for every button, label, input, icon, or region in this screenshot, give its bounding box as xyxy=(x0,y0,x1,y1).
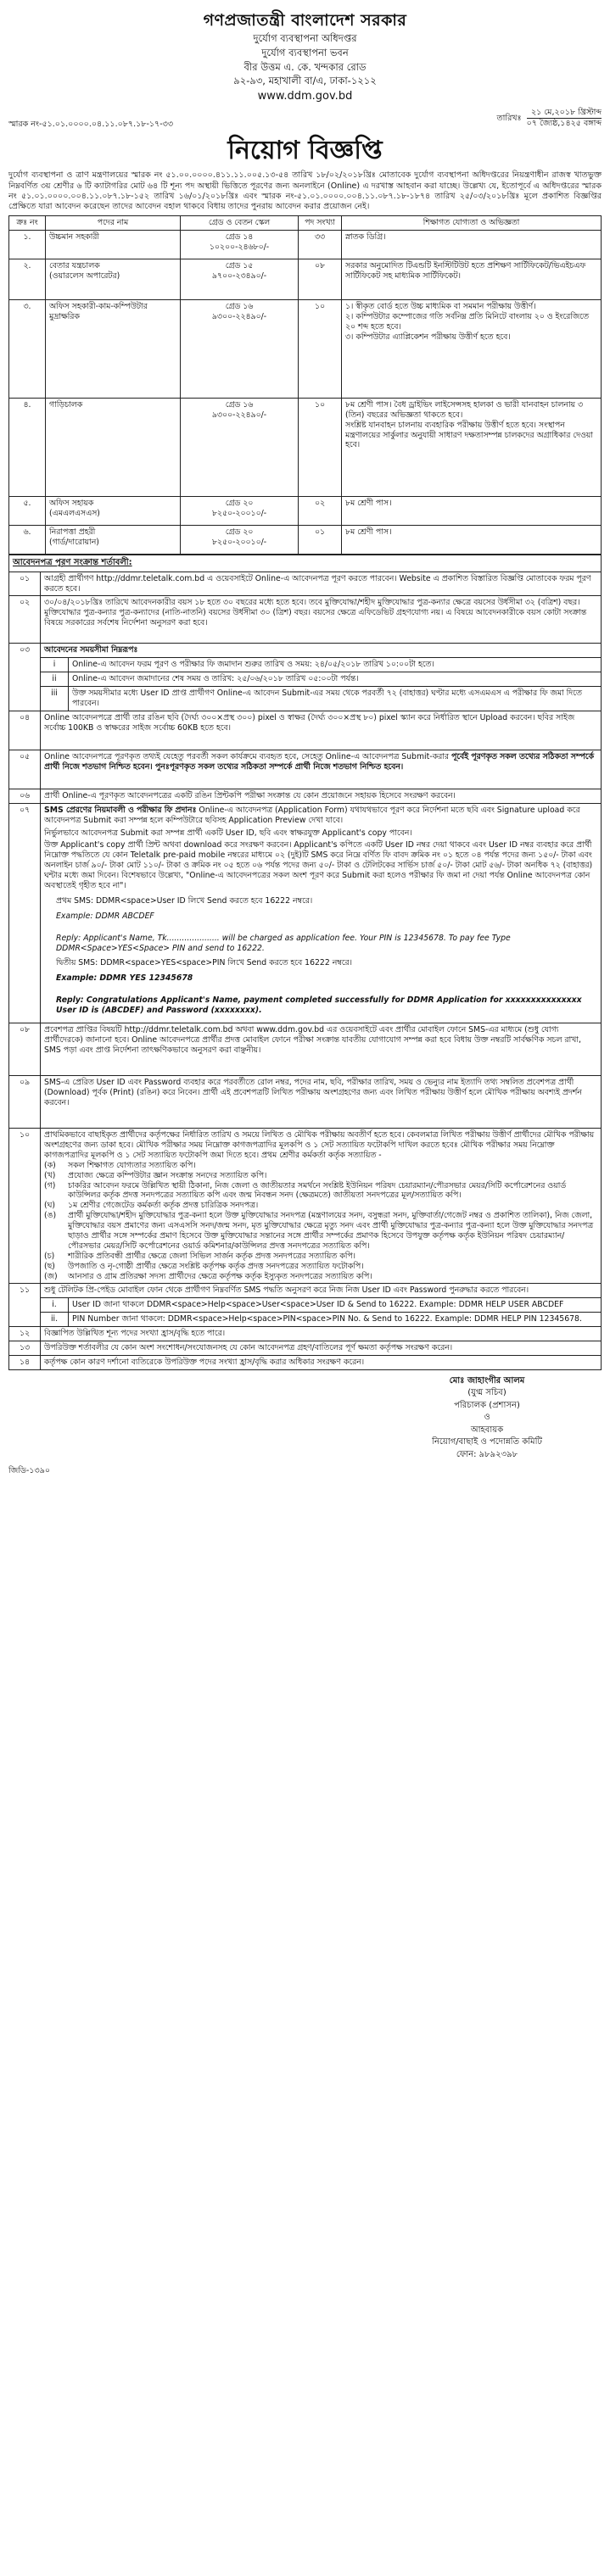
sms-example: Example: DDMR YES 12345678 xyxy=(56,973,193,984)
qualification: ১। স্বীকৃত বোর্ড হতে উচ্চ মাধ্যমিক বা সমমান পরীক্ষায় উত্তীর্ণ। ২। কম্পিউটার কম্পোজের গতি সর্বনিম্ন প্রতি মিনিটে বাংলায় ২০ ও ইংরেজিতে ২০ শব্দ হতে হবে। ৩। কম্পিউটার এ্যাপ্লিকেশন পরীক্ষায় উত্তীর্ণ হতে হবে। xyxy=(342,299,602,398)
list-item: (ঙ) প্রার্থী মুক্তিযোদ্ধা/শহীদ মুক্তিযোদ্ধার পুত্র-কন্যা হলে উক্ত মুক্তিযোদ্ধার সনদপত্র (মন্ত্রণালয়ের সনদ, বসুন্ধরা সনদ, মুক্তিবার্তা/গেজেট নম্বর ও প্রকাশিত তালিকা), নিজ জেলা, মুক্তিযোদ্ধার বয়স প্রমাণের জন্য এসএসসি সনদ/জন্ম সনদ, মৃত মুক্তিযোদ্ধার ক্ষেত্রে মৃত্যু সনদ এবং প্রার্থী মুক্তিযোদ্ধার পুত্র-কন্যার পুত্র-কন্যা হলে উক্ত মুক্তিযোদ্ধার সনদপত্র ছাড়াও প্রার্থীর সঙ্গে সম্পর্কের প্রমাণ হিসেবে উক্ত মুক্তিযোদ্ধার সন্তানের সঙ্গে প্রার্থীর সম্পর্কের প্রমাণক হিসেবে উপযুক্ত কর্তৃপক্ষ কর্তৃক ইউনিয়ন পরিষদ চেয়ারম্যান/পৌরসভার মেয়র/সিটি কর্পোরেশনের ওয়ার্ড কমিশনার/কাউন্সিলর প্রদত্ত সনদপত্রের সত্যায়িত কপি। xyxy=(44,1211,594,1251)
sms-reply: Reply: Congratulations Applicant's Name, payment completed successfully for DDMR Application for xxxxxxxxxxxxxxx User ID is (ABCDEF) and Password (xxxxxxxx). xyxy=(56,995,582,1016)
rule-row xyxy=(9,1023,602,1076)
list-item: (ঘ) ১ম শ্রেণীর গেজেটেড কর্মকর্তা কর্তৃক প্রদত্ত চারিত্রিক সনদপত্র। xyxy=(44,1201,259,1211)
table-row xyxy=(9,299,602,398)
memo-number: স্মারক নং-৫১.০১.০০০০.০৪.১১.০৮৭.১৮-১৭-৩৩ xyxy=(8,119,174,129)
rule-row xyxy=(9,1327,602,1341)
list-item: (জ) আনসার ও গ্রাম প্রতিরক্ষা সদস্য প্রার্থীদের ক্ষেত্রে কর্তৃপক্ষ কর্তৃক ইস্যুকৃত সনদপত্রের সত্যায়িত কপি। xyxy=(44,1271,372,1281)
qualification: ৮ম শ্রেণী পাস। বৈধ ড্রাইভিং লাইসেন্সসহ হালকা ও ভারী যানবাহন চালনায় ৩ (তিন) বছরের অভিজ্ঞতা থাকতে হবে। সংশ্লিষ্ট যানবাহন চালনায় ব্যবহারিক পরীক্ষায় উত্তীর্ণ হতে হবে। সংস্থাপন মন্ত্রণালয়ের সার্কুলার অনুযায়ী সাধারণ দক্ষতাসম্পন্ন চালকদের অগ্রাধিকার দেওয়া হবে। xyxy=(342,398,602,496)
list-item: (ছ) উপজাতি ও নৃ-গোষ্ঠী প্রার্থীর ক্ষেত্রে সংশ্লিষ্ট কর্তৃপক্ষ কর্তৃক প্রদত্ত সনদপত্রের সত্যায়িত ফটোকপি। xyxy=(44,1261,364,1271)
rule-text: ৩০/০৪/২০১৮খ্রিঃ তারিখে আবেদনকারীর বয়স ১৮ হতে ৩০ বছরের মধ্যে হতে হবে। তবে মুক্তিযোদ্ধা/শহীদ মুক্তিযোদ্ধার পুত্র-কন্যার ক্ষেত্রে বয়সের উর্ধসীমা ৩২ (বত্রিশ) বছর। মুক্তিযোদ্ধার পুত্র-কন্যার পুত্র-কন্যাদের (নাতি-নাতনি) বয়সের উর্ধসীমা ৩০ (ত্রিশ) বছর। বয়সের ক্ষেত্রে এফিডেভিট গ্রহণযোগ্য নয়। এ বিষয়ে আবেদনকারীকে বয়স কোটা সংক্রান্ত বিষয়ে সরকারের সর্বশেষ নির্দেশনা অনুসরণ করা হবে। xyxy=(41,596,602,644)
post-count: ৩৩ xyxy=(299,230,342,259)
conditions-table xyxy=(8,555,602,1370)
rule-subrow xyxy=(9,672,602,687)
table-row xyxy=(9,230,602,259)
rule-number: ০২ xyxy=(9,596,41,644)
table-row xyxy=(9,398,602,496)
rule-number: ০৯ xyxy=(9,1076,41,1129)
post-count: ০৮ xyxy=(299,259,342,299)
rule-text: প্রার্থী Online-এ পূরণকৃত আবেদনপত্রের একটি রঙিন প্রিন্টকপি পরীক্ষা সংক্রান্ত যে কোন প্রয়োজনে সহায়ক হিসেবে সংরক্ষণ করবেন। xyxy=(41,789,602,803)
qualification: ৮ম শ্রেণী পাস। xyxy=(342,496,602,525)
rule-text: শুধু টেলিটক প্রি-পেইড মোবাইল ফোন থেকে প্রার্থীগণ নিম্নবর্ণিত SMS পদ্ধতি অনুসরণ করে নিজ নিজ User ID এবং Password পুনরুদ্ধার করতে পারবেন। xyxy=(41,1284,602,1298)
rule-number: ১২ xyxy=(9,1327,41,1341)
column-header: পদ সংখ্যা xyxy=(299,215,342,230)
column-header: শিক্ষাগত যোগ্যতা ও অভিজ্ঞতা xyxy=(342,215,602,230)
rule-number: ১০ xyxy=(9,1129,41,1284)
qualification: স্নাতক ডিগ্রি। xyxy=(342,230,602,259)
sms-reply: Reply: Applicant's Name, Tk..................... will be charged as application fee. Your PIN is 12345678. To pay fee Type DDMR<Space>YES<Space> PIN and send to 16222. xyxy=(56,933,511,953)
post-name: অফিস সহকারী-কাম-কম্পিউটার মুদ্রাক্ষরিক xyxy=(46,299,181,398)
sms-paragraph: নির্ভুলভাবে আবেদনপত্র Submit করা সম্পন্ন প্রার্থী একটি User ID, ছবি এবং স্বাক্ষরযুক্ত Applicant's copy পাবেন। xyxy=(44,828,412,838)
rule-number: ০৬ xyxy=(9,789,41,803)
post-name: উচ্চমান সহকারী xyxy=(46,230,181,259)
section-header-row xyxy=(9,555,602,572)
sub-number: iii xyxy=(41,687,69,711)
rule-row xyxy=(9,1284,602,1298)
rule-number: ০৩ xyxy=(9,644,41,711)
rule-number: ১৩ xyxy=(9,1341,41,1355)
memo-line xyxy=(8,108,602,130)
grade-scale: গ্রেড ১৬ ৯৩০০-২২৪৯০/- xyxy=(181,398,299,496)
sms-example: Example: DDMR ABCDEF xyxy=(56,911,154,921)
table-header-row xyxy=(9,215,602,230)
sms-step-1 xyxy=(56,896,597,954)
website-link[interactable]: www.ddm.gov.bd xyxy=(257,90,353,103)
post-name: নিরাপত্তা প্রহরী (গার্ড/দারোয়ান) xyxy=(46,525,181,554)
road-name: বীর উত্তম এ. কে. খন্দকার রোড xyxy=(243,60,367,73)
rule-row xyxy=(9,1355,602,1369)
table-row xyxy=(9,259,602,299)
rule-row xyxy=(9,1076,602,1129)
committee-name: নিয়োগ/বাছাই ও পদোন্নতি কমিটি xyxy=(432,1437,542,1447)
sms-title: SMS প্রেরণের নিয়মাবলী ও পরীক্ষার ফি প্রদানঃ xyxy=(44,805,197,815)
grade-scale: গ্রেড ২০ ৮২৫০-২০০১০/- xyxy=(181,525,299,554)
memo-date xyxy=(496,108,602,130)
rule-text: কর্তৃপক্ষ কোন কারণ দর্শানো ব্যতিরেকে উপরিউক্ত পদের সংখ্যা হ্রাস/বৃদ্ধি করার অধিকার সংরক্ষণ করেন। xyxy=(41,1355,602,1369)
grade-scale: গ্রেড ১৬ ৯৩০০-২২৪৯০/- xyxy=(181,299,299,398)
grade-scale: গ্রেড ১৫ ৯৭০০-২৩৪৯০/- xyxy=(181,259,299,299)
column-header: গ্রেড ও বেতন স্কেল xyxy=(181,215,299,230)
column-header: ক্রঃ নং xyxy=(9,215,46,230)
sms-instructions xyxy=(41,803,602,1023)
sub-text: PIN Number জানা থাকলে: DDMR<space>Help<space>PIN<space>PIN No. & Send to 16222. Example: DDMR HELP PIN 12345678. xyxy=(69,1313,602,1327)
post-count: ০২ xyxy=(299,496,342,525)
rule-row xyxy=(9,596,602,644)
row-number: ৪. xyxy=(9,398,46,496)
table-row xyxy=(9,525,602,554)
rule-text: প্রবেশপত্র প্রাপ্তির বিষয়টি http://ddmr.teletalk.com.bd অথবা www.ddm.gov.bd এর ওয়েবসাইটে এবং প্রার্থীর মোবাইল ফোনে SMS-এর মাধ্যমে (শুধু যোগ্য প্রার্থীদেরকে) জানানো হবে। Online আবেদনপত্রে প্রার্থীর প্রদত্ত মোবাইল ফোনে পরীক্ষা সংক্রান্ত যাবতীয় যোগাযোগ সম্পন্ন করা হবে বিধায় উক্ত নম্বরটি সার্বক্ষণিক সচল রাখা, SMS পড়া এবং প্রাপ্ত নির্দেশনা তাৎক্ষণিকভাবে অনুসরণ করা বাঞ্ছনীয়। xyxy=(41,1023,602,1076)
list-item: (ক) সকল শিক্ষাগত যোগ্যতার সত্যায়িত কপি। xyxy=(44,1160,196,1170)
sub-text: উক্ত সময়সীমার মধ্যে User ID প্রাপ্ত প্রার্থীগণ Online-এ আবেদন Submit-এর সময় থেকে পরবর্তী ৭২ (বাহাত্তর) ঘণ্টার মধ্যে এসএমএস এ পরীক্ষার ফি জমা দিতে পারবেন। xyxy=(69,687,602,711)
date-gregorian: ২১ মে,২০১৮ খ্রিস্টাব্দ xyxy=(527,108,602,119)
rule-row xyxy=(9,711,602,750)
rule-number: ০১ xyxy=(9,572,41,596)
sms-step-2 xyxy=(56,958,597,1016)
rule-row xyxy=(9,803,602,1023)
row-number: ২. xyxy=(9,259,46,299)
rule-subrow xyxy=(9,687,602,711)
signature-block xyxy=(372,1375,602,1462)
signatory-rank: (যুগ্ম সচিব) xyxy=(467,1388,506,1398)
rule-number: ০৫ xyxy=(9,750,41,789)
rule-row xyxy=(9,1341,602,1355)
sms-second: দ্বিতীয় SMS: DDMR<space>YES<space>PIN লিখে Send করতে হবে 16222 নম্বরে। xyxy=(56,958,352,968)
signatory-role: আহবায়ক xyxy=(470,1425,504,1435)
post-name: গাড়িচালক xyxy=(46,398,181,496)
table-row xyxy=(9,496,602,525)
rule-text: Online আবেদনপত্রে প্রার্থী তার রঙিন ছবি (দৈর্ঘ্য ৩০০×প্রস্থ ৩০০) pixel ও স্বাক্ষর (দৈর্ঘ্য ৩০০×প্রস্থ ৮০) pixel স্ক্যান করে নির্ধারিত স্থানে Upload করবেন। ছবির সাইজ সর্বোচ্চ 100KB ও স্বাক্ষরের সাইজ সর্বোচ্চ 60KB হতে হবে। xyxy=(41,711,602,750)
rule-subrow xyxy=(9,658,602,672)
rule-row xyxy=(9,644,602,658)
rule-text-part: Online আবেদনপত্রে পূরণকৃত তথ্যই যেহেতু পরবর্তী সকল কার্যক্রমে ব্যবহৃত হবে, সেহেতু Online-এ আবেদনপত্র Submit-করার xyxy=(44,751,451,761)
date-bengali: ০৭ জ্যৈষ্ঠ,১৪২৫ বঙ্গাব্দ xyxy=(526,119,602,129)
date-label: তারিখঃ xyxy=(496,113,522,123)
rule-text-emphasis: পূর্বেই পূরণকৃত সকল তথ্যের সঠিকতা সম্পর্কে প্রার্থী নিজে শতভাগ নিশ্চিত হবেন। পুনঃপূরণকৃত সকল তথ্যের সঠিকতা সম্পর্কে প্রার্থী নিজে শতভাগ নিশ্চিত হবেন। xyxy=(44,751,594,772)
signatory-title: পরিচালক (প্রশাসন) xyxy=(454,1400,520,1410)
rule-row xyxy=(9,1129,602,1284)
intro-paragraph: দুর্যোগ ব্যবস্থাপনা ও ত্রাণ মন্ত্রণালয়ের স্মারক নং ৫১.০০.০০০০.৪১১.১১.০০৫.১৩-৫৪ তারিখ ১৮/০২/২০১৮খ্রিঃ মোতাবেক দুর্যোগ ব্যবস্থাপনা অধিদপ্তরের নিয়ন্ত্রণাধীন রাজস্ব খাতভুক্ত নিম্নবর্ণিত ৩য় শ্রেণীর ৬ টি ক্যাটাগরির মোট ৬৪ টি শূন্য পদ অস্থায়ী ভিত্তিতে পূরণের জন্য অনলাইনে (Online) এ দরখাস্ত আহবান করা যাচ্ছে। উল্লেখ্য যে, ইতোপূর্বে এ অধিদপ্তরের স্মারক নং ৫১.০১.০০০০.০০৪.১১.০৮৭.১৮-১৫২ তারিখ ১৬/০১/২০১৮খ্রিঃ এবং স্মারক নং-৫১.০১.০০০০.০০৪.১১.০৮৭.১৮-১৮৭৪ তারিখ ২৫/০৩/২০১৮খ্রিঃ মূলে প্রকাশিত বিজ্ঞপ্তির প্রেক্ষিতে যারা আবেদন করেছেন তাদের আবেদন বহাল থাকবে বিধায় তাদের পুনরায় আবেদন করার প্রয়োজন নেই। xyxy=(8,170,602,211)
row-number: ৩. xyxy=(9,299,46,398)
conditions-title: আবেদনপত্র পূরণ সংক্রান্ত শর্তাবলী: xyxy=(9,555,602,572)
rule-number: ১৪ xyxy=(9,1355,41,1369)
sub-text: Online-এ আবেদন জমাদানের শেষ সময় ও তারিখ: ২৫/০৬/২০১৮ তারিখ ০৫:০০টা পর্যন্ত। xyxy=(69,672,602,687)
rule-number: ০৮ xyxy=(9,1023,41,1076)
header xyxy=(8,10,602,104)
building-name: দুর্যোগ ব্যবস্থাপনা ভবন xyxy=(261,47,349,59)
department-name: দুর্যোগ ব্যবস্থাপনা অধিদপ্তর xyxy=(253,32,357,45)
rule-number: ১১ xyxy=(9,1284,41,1327)
government-title: গণপ্রজাতন্ত্রী বাংলাদেশ সরকার xyxy=(203,11,407,30)
rule-number: ০৪ xyxy=(9,711,41,750)
sms-first: প্রথম SMS: DDMR<space>User ID লিখে Send করতে হবে 16222 নম্বরে। xyxy=(56,895,313,906)
post-count: ১০ xyxy=(299,398,342,496)
documents-list xyxy=(41,1129,602,1284)
grade-scale: গ্রেড ২০ ৮২৫০-২০০১০/- xyxy=(181,496,299,525)
post-count: ১০ xyxy=(299,299,342,398)
sub-text: Online-এ আবেদন ফরম পূরণ ও পরীক্ষার ফি জমাদান শুরুর তারিখ ও সময়: ২৪/০৫/২০১৮ তারিখ ১০:০০টা হতে। xyxy=(69,658,602,672)
list-item: (গ) চাকরির আবেদন ফরমে উল্লিখিত স্থায়ী ঠিকানা, নিজ জেলা ও জাতীয়তার সমর্থনে সংশ্লিষ্ট ইউনিয়ন পরিষদ চেয়ারম্যান/পৌরসভার মেয়র/সিটি কর্পোরেশনের ওয়ার্ড কাউন্সিলর কর্তৃক প্রদত্ত সনদপত্রের সত্যায়িত কপি এবং জন্ম নিবন্ধন সনদ (ক্ষেত্রমতে) জাতীয়তা সনদপত্রের মূল/সত্যায়িত কপি। xyxy=(44,1180,567,1201)
rule-row xyxy=(9,789,602,803)
list-item: (চ) শারীরিক প্রতিবন্ধী প্রার্থীর ক্ষেত্রে জেলা সিভিল সার্জন কর্তৃক প্রদত্ত সনদপত্রের সত্যায়িত কপি। xyxy=(44,1251,356,1261)
qualification: সরকার অনুমোদিত টিএন্ডটি ইনস্টিটিউট হতে প্রশিক্ষণ সার্টিফিকেট/ভিএইচএফ সার্টিফিকেট সহ মাধ্যমিক সার্টিফিকেট। xyxy=(342,259,602,299)
row-number: ৬. xyxy=(9,525,46,554)
sub-number: i xyxy=(41,658,69,672)
address: ৯২-৯৩, মহাখালী বা/এ, ঢাকা-১২১২ xyxy=(233,75,377,87)
sms-paragraph: Online-এ আবেদনপত্র (Application Form) যথাযথভাবে পূরণ করে নির্দেশনা মতে ছবি এবং Signature upload করে আবেদনপত্র Submit করা সম্পন্ন হলে কম্পিউটারে ছবিসহ Application Preview দেখা যাবে। xyxy=(44,805,580,825)
sub-number: ii. xyxy=(41,1313,69,1327)
signatory-conjunction: ও xyxy=(484,1413,490,1423)
sub-text: User ID জানা থাকলে DDMR<space>Help<space>User<space>User ID & Send to 16222. Example: DDMR HELP USER ABCDEF xyxy=(69,1298,602,1313)
rule-row xyxy=(9,572,602,596)
rule-row xyxy=(9,750,602,789)
list-item: (খ) প্রযোজ্য ক্ষেত্রে কম্পিউটার জ্ঞান সংক্রান্ত সনদের সত্যায়িত কপি। xyxy=(44,1170,267,1180)
rule-text: প্রাথমিকভাবে বাছাইকৃত প্রার্থীদের কর্তৃপক্ষের নির্ধারিত তারিখ ও সময়ে লিখিত ও মৌখিক পরীক্ষায় অবতীর্ণ হতে হবে। কেবলমাত্র লিখিত পরীক্ষায় উত্তীর্ণ প্রার্থীদের মৌখিক পরীক্ষায় অংশগ্রহণের জন্য ডাকা হবে। মৌখিক পরীক্ষার সময় নিম্নোক্ত কাগজপত্রাদির মূলকপি ও ১ সেট সত্যায়িত ফটোকপি দাখিল করতে হবেঃ মৌখিক পরীক্ষার সময় নিম্নোক্ত কাগজপত্রাদির মূলকপি ও ১ সেট সত্যায়িত ফটোকপি জমা দিতে হবে। প্রথম শ্রেণীর কর্মকর্তা কর্তৃক সত্যায়িত - xyxy=(44,1130,595,1160)
qualification: ৮ম শ্রেণী পাস। xyxy=(342,525,602,554)
signatory-phone: ফোন: ৯৮৯২৩৯৮ xyxy=(456,1449,518,1459)
row-number: ৫. xyxy=(9,496,46,525)
rule-number: ০৭ xyxy=(9,803,41,1023)
posts-table xyxy=(8,215,602,555)
grade-scale: গ্রেড ১৪ ১০২০০-২৪৬৮০/- xyxy=(181,230,299,259)
column-header: পদের নাম xyxy=(46,215,181,230)
rule-text: আগ্রহী প্রার্থীগণ http://ddmr.teletalk.com.bd এ ওয়েবসাইটে Online-এ আবেদনপত্র পূরণ করতে পারবেন। Website এ প্রকাশিত বিস্তারিত বিজ্ঞপ্তি মোতাবেক ফরম পূরণ করতে হবে। xyxy=(41,572,602,596)
rule-text: SMS-এ প্রেরিত User ID এবং Password ব্যবহার করে পরবর্তীতে রোল নম্বর, পদের নাম, ছবি, পরীক্ষার তারিখ, সময় ও ভেন্যুর নাম ইত্যাদি তথ্য সম্বলিত প্রবেশপত্র প্রার্থী (Download) পূর্বক (Print) (রঙিন) করে নিবেন। প্রার্থী এই প্রবেশপত্রটি লিখিত পরীক্ষায় অংশগ্রহণের জন্য এবং লিখিত পরীক্ষায় উত্তীর্ণ হলে মৌখিক পরীক্ষায় অবশ্যই প্রদর্শন করবেন। xyxy=(41,1076,602,1129)
gd-code: জিডি-১৩৯০ xyxy=(8,1466,51,1476)
post-name: বেতার যন্ত্রচালক (ওয়ারলেস অপারেটর) xyxy=(46,259,181,299)
rule-heading: আবেদনের সময়সীমা নিম্নরূপঃ xyxy=(41,644,602,658)
sub-number: i. xyxy=(41,1298,69,1313)
rule-text xyxy=(41,750,602,789)
signatory-name: মোঃ জাহাংগীর আলম xyxy=(449,1375,525,1386)
rule-text: উপরিউক্ত শর্তাবলীর যে কোন অংশ সংশোধন/সংযোজনসহ যে কোন আবেদনপত্র গ্রহণ/বাতিলের পূর্ণ ক্ষমতা কর্তৃপক্ষ সংরক্ষণ করেন। xyxy=(41,1341,602,1355)
rule-subrow xyxy=(9,1313,602,1327)
rule-text: বিজ্ঞাপিত উল্লিখিত শূন্য পদের সংখ্যা হ্রাস/বৃদ্ধি হতে পারে। xyxy=(41,1327,602,1341)
sms-paragraph: উক্ত Applicant's copy প্রার্থী প্রিন্ট অথবা download করে সংরক্ষণ করবেন। Applicant's কপিতে একটি User ID নম্বর দেয়া থাকবে এবং User ID নম্বর ব্যবহার করে প্রার্থী নিম্নোক্ত পদ্ধতিতে যে কোন Teletalk pre-paid mobile নম্বরের মাধ্যমে ০২ (দুই)টি SMS করে নিম্নে বর্ণিত ফি বাবদ ক্রমিক নং ০১ হতে ০৪ পর্যন্ত পদের জন্য ১৫০/- টাকা এবং অনলাইন চার্জ ৯০/- টাকা মোট ১১০/- টাকা ও ক্রমিক নং ০৫ হতে ০৬ পর্যন্ত পদের জন্য ৫০/- টাকা ও টেলিটকের সার্ভিস চার্জ ৫০/- টাকা মোট ৫৬/- টাকা অনধিক ৭২ (বাহাত্তর) ঘন্টার মধ্যে জমা দিবেন। বিশেষভাবে উল্লেখ্য, "Online-এ আবেদনপত্রের সকল অংশ পূরণ করে Submit করা হলেও পরীক্ষার ফি জমা না দেয়া পর্যন্ত Online আবেদনপত্র কোন অবস্থাতেই গৃহীত হবে না"। xyxy=(44,840,593,891)
post-count: ০১ xyxy=(299,525,342,554)
row-number: ১. xyxy=(9,230,46,259)
rule-subrow xyxy=(9,1298,602,1313)
page-title: নিয়োগ বিজ্ঞপ্তি xyxy=(227,135,383,165)
post-name: অফিস সহায়ক (এমএলএসএস) xyxy=(46,496,181,525)
sub-number: ii xyxy=(41,672,69,687)
